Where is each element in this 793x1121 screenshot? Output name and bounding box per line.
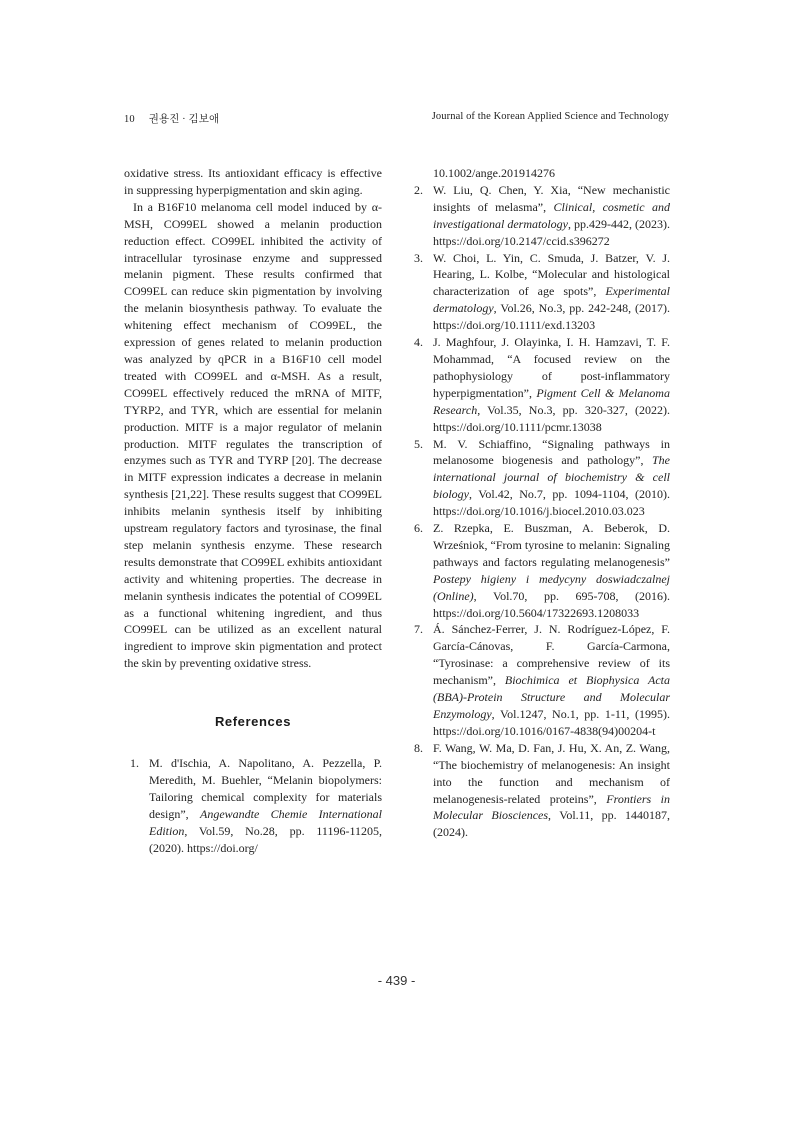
reference-authors: Z. Rzepka, E. Buszman, A. Beberok, D. Wrześniok, [433, 521, 670, 552]
reference-authors: M. V. Schiaffino, [433, 436, 543, 451]
header-authors: 권용진 · 김보애 [148, 114, 220, 125]
reference-details: , pp.429-442, (2023). https://doi.org/10.2147/ccid.s396272 [433, 216, 670, 248]
reference-number: 5. [414, 436, 423, 451]
reference-number: 8. [414, 740, 423, 755]
header-left [124, 111, 219, 126]
reference-title: “New mechanistic insights of melasma”, [433, 182, 671, 214]
reference-item-5 [414, 436, 670, 521]
reference-authors: W. Choi, L. Yin, C. Smuda, J. Batzer, V. J. Hearing, L. Kolbe, [433, 250, 670, 282]
running-header [124, 111, 669, 127]
reference-details: , Vol.42, No.7, pp. 1094-1104, (2010). https://doi.org/10.1016/j.biocel.2010.03.023 [433, 487, 670, 519]
reference-authors: M. d'Ischia, A. Napolitano, A. Pezzella, P. Meredith, M. Buehler, [149, 756, 382, 787]
body-paragraph-2: In a B16F10 melanoma cell model induced by α-MSH, CO99EL showed a melanin production reduction effect. CO99EL inhibited the activity of intracellular tyrosinase enzyme and suppressed melanin pigment. These results confirmed that CO99EL can reduce skin pigmentation by involving the melanin biosynthesis pathway. To evaluate the whitening effect mechanism of CO99EL, the expression of genes related to melanin production was analyzed by qPCR in a B16F10 cell model treated with CO99EL and α-MSH. As a result, CO99EL effectively reduced the mRNA of MITF, TYRP2, and TYR, which are essential for melanin production. MITF is a major regulator of melanin production. MITF regulates the transcription of enzymes such as TYR and TYRP [20]. The decrease in MITF expression indicates a decrease in melanin synthesis [21,22]. These results suggest that CO99EL inhibits melanin synthesis itself by inhibiting upstream regulatory factors and tyrosinase, the final step melanin synthesis enzyme. These research results demonstrate that CO99EL exhibits antioxidant activity and whitening properties. The decrease in melanin synthesis indicates the potential of CO99EL as a functional whitening ingredient, and thus CO99EL can be utilized as an excellent natural ingredient to improve skin pigmentation and protect the skin by preventing oxidative stress. [124, 199, 382, 671]
reference-source: The international journal of biochemistry & cell biology [433, 453, 670, 502]
reference-authors: W. Liu, Q. Chen, Y. Xia, [433, 182, 578, 197]
reference-number: 2. [414, 182, 423, 197]
page-footer-number: - 439 - [377, 973, 416, 988]
left-column [124, 165, 382, 857]
reference-title: “From tyrosine to melanin: Signaling pathways and factors regulating melanogenesis” [433, 537, 670, 569]
reference-item-6 [414, 520, 670, 621]
reference-list-right [414, 182, 670, 841]
reference-number: 4. [414, 335, 423, 350]
body-paragraph-1: oxidative stress. Its antioxidant efficacy is effective in suppressing hyperpigmentation and skin aging. [124, 166, 382, 197]
reference-source: Pigment Cell & Melanoma Research [433, 385, 670, 417]
reference-title: “Tyrosinase: a comprehensive review of its mechanism”, [433, 656, 670, 688]
reference-source: Biochimica et Biophysica Acta (BBA)-Protein Structure and Molecular Enzymology [433, 673, 671, 721]
reference-title: “A focused review on the pathophysiology of post-inflammatory hyperpigmentation”, [433, 351, 670, 400]
reference-1-doi-continuation: 10.1002/ange.201914276 [433, 166, 555, 180]
reference-source: Experimental dermatology [433, 284, 670, 316]
reference-item-1 [130, 755, 382, 856]
reference-source: Clinical, cosmetic and investigational dermatology [433, 199, 670, 231]
reference-title: “Molecular and histological characterization of age spots”, [433, 267, 670, 299]
reference-number: 1. [130, 756, 139, 771]
reference-item-3 [414, 250, 670, 335]
reference-details: , Vol.35, No.3, pp. 320-327, (2022). https://doi.org/10.1111/pcmr.13038 [433, 402, 670, 434]
reference-list-left [124, 755, 382, 856]
reference-authors: Á. Sánchez-Ferrer, J. N. Rodríguez-López, F. García-Cánovas, F. García-Carmona, [433, 622, 670, 654]
reference-details: , Vol.70, pp. 695-708, (2016). https://doi.org/10.5604/17322693.1208033 [433, 588, 670, 620]
reference-title: “Signaling pathways in melanosome biogenesis and pathology”, [433, 436, 671, 468]
reference-continuation [414, 165, 670, 182]
reference-details: , Vol.11, pp. 1440187, (2024). [433, 808, 670, 840]
reference-details: , Vol.1247, No.1, pp. 1-11, (1995). https://doi.org/10.1016/0167-4838(94)00204-t [433, 707, 670, 738]
references-heading: References [214, 714, 292, 730]
reference-number: 3. [414, 250, 423, 265]
header-page-number: 10 [124, 114, 135, 125]
right-column [414, 165, 670, 841]
reference-item-2 [414, 182, 670, 250]
reference-details: , Vol.26, No.3, pp. 242-248, (2017). https://doi.org/10.1111/exd.13203 [433, 301, 670, 333]
reference-details: , Vol.59, No.28, pp. 11196-11205, (2020). https://doi.org/ [149, 823, 382, 855]
reference-source: Postepy higieny i medycyny doswiadczalnej (Online) [433, 571, 670, 603]
reference-authors: J. Maghfour, J. Olayinka, I. H. Hamzavi, T. F. Mohammad, [433, 335, 670, 366]
reference-item-4 [414, 334, 670, 435]
reference-title: “The biochemistry of melanogenesis: An insight into the function and mechanism of melanogenesis-related proteins”, [433, 757, 670, 806]
reference-source: Frontiers in Molecular Biosciences [433, 791, 670, 823]
header-journal-title: Journal of the Korean Applied Science and Technology [431, 111, 669, 122]
reference-number: 7. [414, 622, 423, 637]
reference-authors: F. Wang, W. Ma, D. Fan, J. Hu, X. An, Z. Wang, [433, 740, 670, 755]
reference-number: 6. [414, 521, 423, 536]
reference-item-8 [414, 740, 670, 841]
reference-title: “Melanin biopolymers: Tailoring chemical complexity for materials design”, [149, 773, 382, 821]
reference-source: Angewandte Chemie International Edition [149, 806, 382, 838]
reference-item-7 [414, 621, 670, 739]
